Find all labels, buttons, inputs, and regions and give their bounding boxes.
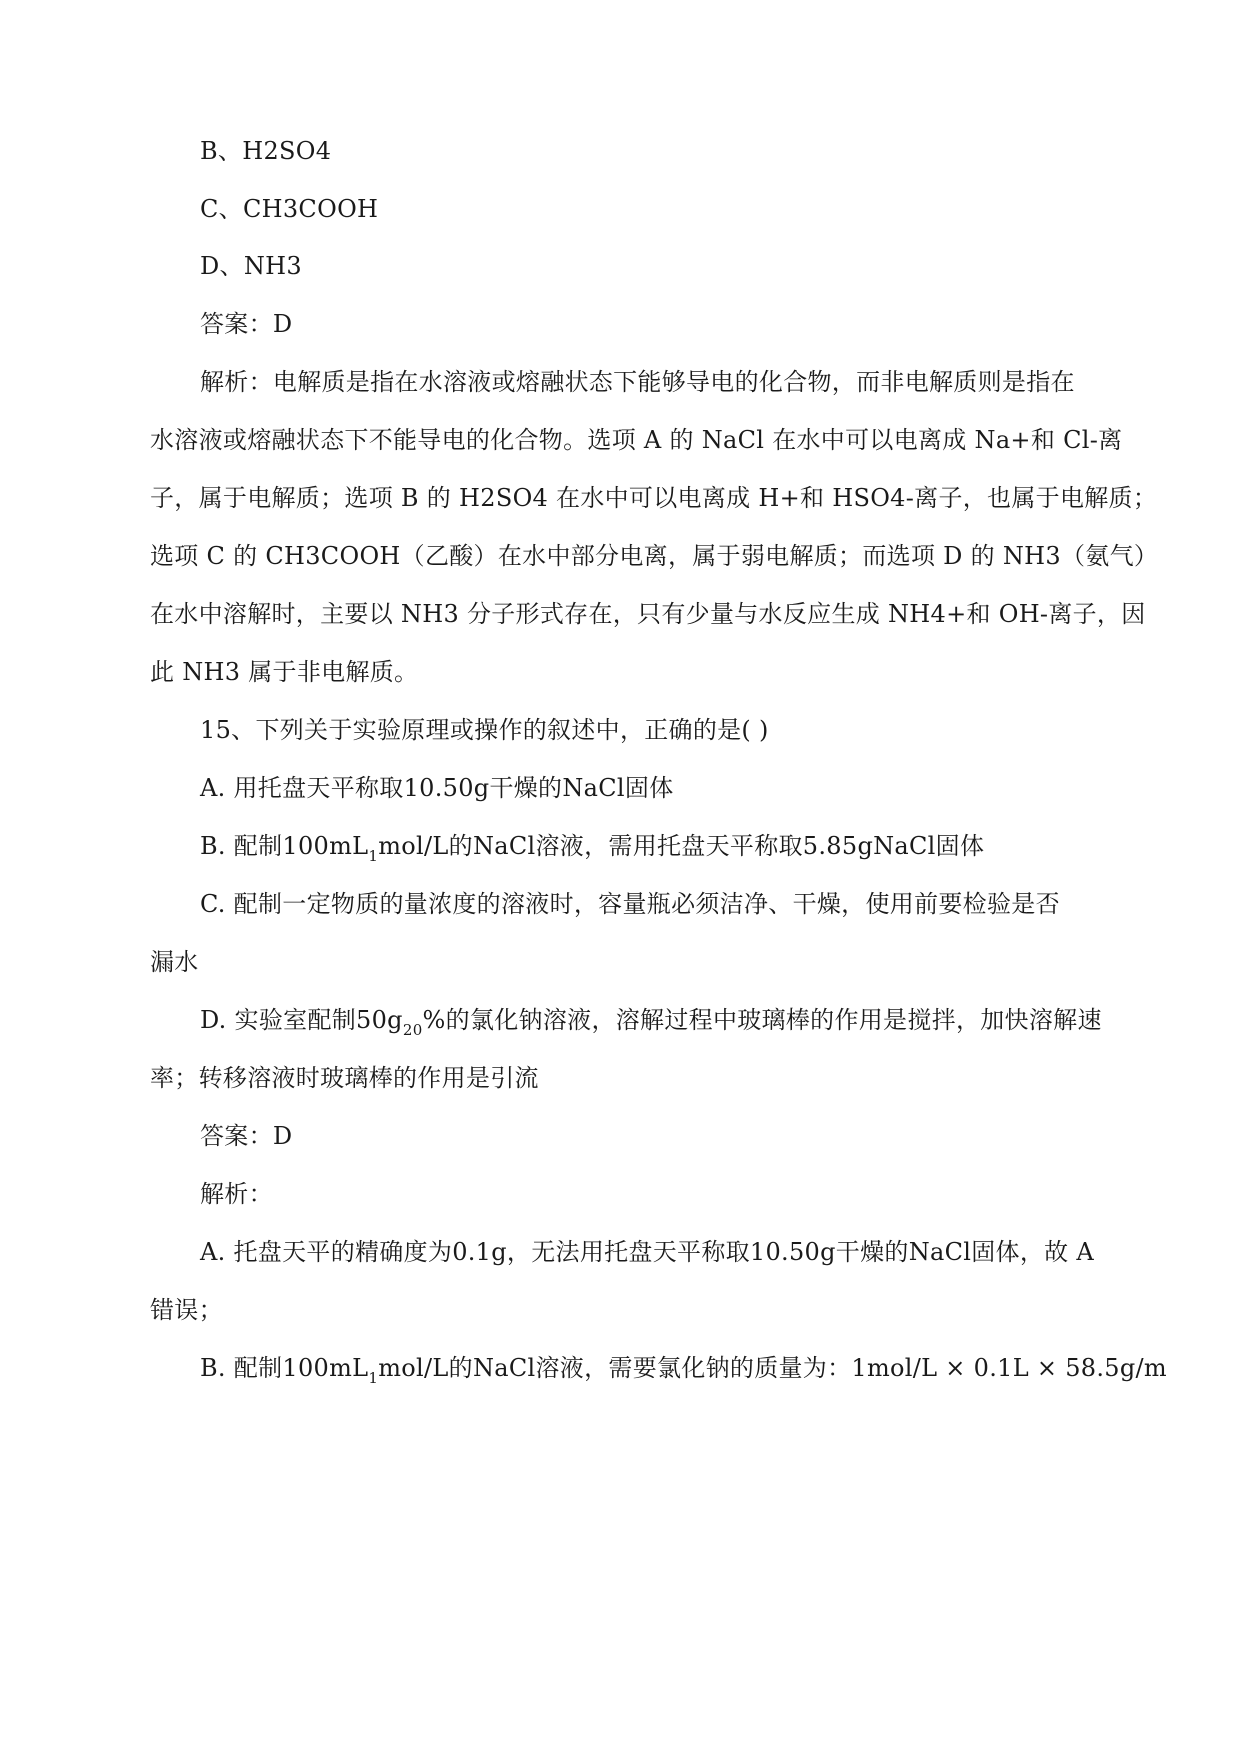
question-15-option-c-line-1: C. 配制一定物质的量浓度的溶液时，容量瓶必须洁净、干燥，使用前要检验是否 bbox=[200, 890, 1060, 918]
option-d-prev: D、NH3 bbox=[200, 252, 302, 280]
option-c-prev: C、CH3COOH bbox=[200, 195, 379, 223]
analysis-b-subscript: 1 bbox=[368, 1369, 379, 1387]
analysis-prev-line-3: 子，属于电解质；选项 B 的 H2SO4 在水中可以电离成 H+和 HSO4-离子，也属于电解质； bbox=[150, 484, 1158, 512]
analysis-prev-line-6: 此 NH3 属于非电解质。 bbox=[150, 658, 419, 686]
option-d-subscript: 20 bbox=[402, 1021, 423, 1039]
analysis-prev-line-4: 选项 C 的 CH3COOH（乙酸）在水中部分电离，属于弱电解质；而选项 D 的 NH3（氨气） bbox=[150, 542, 1159, 570]
answer-prev: 答案：D bbox=[200, 310, 293, 338]
analysis-b-line-1 bbox=[200, 1353, 1167, 1386]
analysis-prev-line-5: 在水中溶解时，主要以 NH3 分子形式存在，只有少量与水反应生成 NH4+和 OH-离子，因 bbox=[150, 600, 1146, 628]
analysis-a-line-2: 错误； bbox=[150, 1296, 223, 1324]
question-15-option-d bbox=[200, 1005, 1102, 1038]
option-b-text-post: mol/L的NaCl溶液，需用托盘天平称取5.85gNaCl固体 bbox=[378, 832, 985, 860]
option-b-subscript: 1 bbox=[368, 847, 379, 865]
question-15-option-c-line-2: 漏水 bbox=[150, 948, 199, 976]
analysis-a-line-1: A. 托盘天平的精确度为0.1g，无法用托盘天平称取10.50g干燥的NaCl固体，故 A bbox=[200, 1238, 1094, 1266]
analysis-b-text-pre: B. 配制100mL bbox=[200, 1354, 369, 1382]
analysis-prev-line-2: 水溶液或熔融状态下不能导电的化合物。选项 A 的 NaCl 在水中可以电离成 Na+和 Cl-离 bbox=[150, 426, 1123, 454]
question-15-option-d-line-2: 率；转移溶液时玻璃棒的作用是引流 bbox=[150, 1064, 539, 1092]
analysis-b-text-post: mol/L的NaCl溶液，需要氯化钠的质量为：1mol/L × 0.1L × 58.5g/m bbox=[378, 1354, 1167, 1382]
option-d-text-post: %的氯化钠溶液，溶解过程中玻璃棒的作用是搅拌，加快溶解速 bbox=[422, 1006, 1102, 1034]
question-15-analysis-label: 解析： bbox=[200, 1180, 273, 1208]
question-15-option-b bbox=[200, 831, 984, 864]
option-b-text-pre: B. 配制100mL bbox=[200, 832, 369, 860]
option-d-text-pre: D. 实验室配制50g bbox=[200, 1006, 403, 1034]
option-b-prev: B、H2SO4 bbox=[200, 137, 332, 165]
question-15-answer: 答案：D bbox=[200, 1122, 293, 1150]
question-15-option-a: A. 用托盘天平称取10.50g干燥的NaCl固体 bbox=[200, 774, 674, 802]
question-15-stem: 15、下列关于实验原理或操作的叙述中，正确的是( ) bbox=[200, 716, 769, 744]
analysis-prev-line-1: 解析：电解质是指在水溶液或熔融状态下能够导电的化合物，而非电解质则是指在 bbox=[200, 368, 1075, 396]
